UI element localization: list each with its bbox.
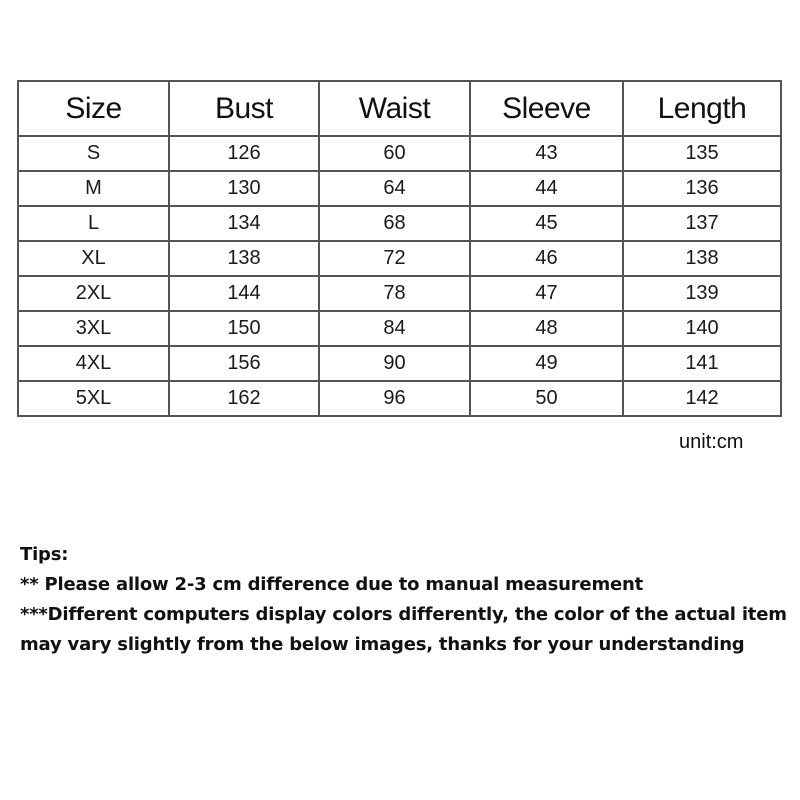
table-row bbox=[18, 136, 781, 171]
cell-length: 138 bbox=[623, 241, 781, 276]
cell-waist: 84 bbox=[319, 311, 470, 346]
unit-note: unit:cm bbox=[679, 431, 744, 453]
cell-sleeve: 47 bbox=[470, 276, 623, 311]
cell-length: 141 bbox=[623, 346, 781, 381]
table-row bbox=[18, 346, 781, 381]
table-row bbox=[18, 381, 781, 416]
tips-line-2: ***Different computers display colors differently, the color of the actual item bbox=[20, 604, 787, 625]
cell-sleeve: 49 bbox=[470, 346, 623, 381]
table-row bbox=[18, 311, 781, 346]
cell-sleeve: 44 bbox=[470, 171, 623, 206]
cell-waist: 72 bbox=[319, 241, 470, 276]
cell-size: 5XL bbox=[18, 381, 169, 416]
cell-bust: 150 bbox=[169, 311, 319, 346]
cell-sleeve: 48 bbox=[470, 311, 623, 346]
tips-line-1: ** Please allow 2-3 cm difference due to manual measurement bbox=[20, 574, 644, 595]
tips-title: Tips: bbox=[20, 544, 69, 565]
cell-length: 137 bbox=[623, 206, 781, 241]
cell-length: 136 bbox=[623, 171, 781, 206]
cell-size: 4XL bbox=[18, 346, 169, 381]
table-row bbox=[18, 206, 781, 241]
cell-length: 135 bbox=[623, 136, 781, 171]
cell-bust: 138 bbox=[169, 241, 319, 276]
cell-waist: 78 bbox=[319, 276, 470, 311]
cell-bust: 126 bbox=[169, 136, 319, 171]
cell-sleeve: 50 bbox=[470, 381, 623, 416]
header-bust: Bust bbox=[169, 81, 319, 136]
cell-waist: 60 bbox=[319, 136, 470, 171]
cell-size: M bbox=[18, 171, 169, 206]
table-row bbox=[18, 241, 781, 276]
table-row bbox=[18, 171, 781, 206]
cell-sleeve: 43 bbox=[470, 136, 623, 171]
header-length: Length bbox=[623, 81, 781, 136]
cell-size: 3XL bbox=[18, 311, 169, 346]
cell-waist: 90 bbox=[319, 346, 470, 381]
header-size: Size bbox=[18, 81, 169, 136]
header-sleeve: Sleeve bbox=[470, 81, 623, 136]
cell-size: S bbox=[18, 136, 169, 171]
cell-waist: 64 bbox=[319, 171, 470, 206]
table-row bbox=[18, 276, 781, 311]
cell-sleeve: 45 bbox=[470, 206, 623, 241]
header-waist: Waist bbox=[319, 81, 470, 136]
cell-bust: 130 bbox=[169, 171, 319, 206]
tips-line-3: may vary slightly from the below images, thanks for your understanding bbox=[20, 634, 745, 655]
cell-waist: 96 bbox=[319, 381, 470, 416]
cell-sleeve: 46 bbox=[470, 241, 623, 276]
cell-length: 140 bbox=[623, 311, 781, 346]
cell-bust: 162 bbox=[169, 381, 319, 416]
cell-size: L bbox=[18, 206, 169, 241]
size-chart-table bbox=[17, 80, 782, 417]
cell-size: XL bbox=[18, 241, 169, 276]
cell-bust: 134 bbox=[169, 206, 319, 241]
tips-section bbox=[20, 540, 800, 660]
cell-length: 139 bbox=[623, 276, 781, 311]
table-header-row bbox=[18, 81, 781, 136]
cell-bust: 144 bbox=[169, 276, 319, 311]
cell-size: 2XL bbox=[18, 276, 169, 311]
cell-waist: 68 bbox=[319, 206, 470, 241]
cell-length: 142 bbox=[623, 381, 781, 416]
cell-bust: 156 bbox=[169, 346, 319, 381]
